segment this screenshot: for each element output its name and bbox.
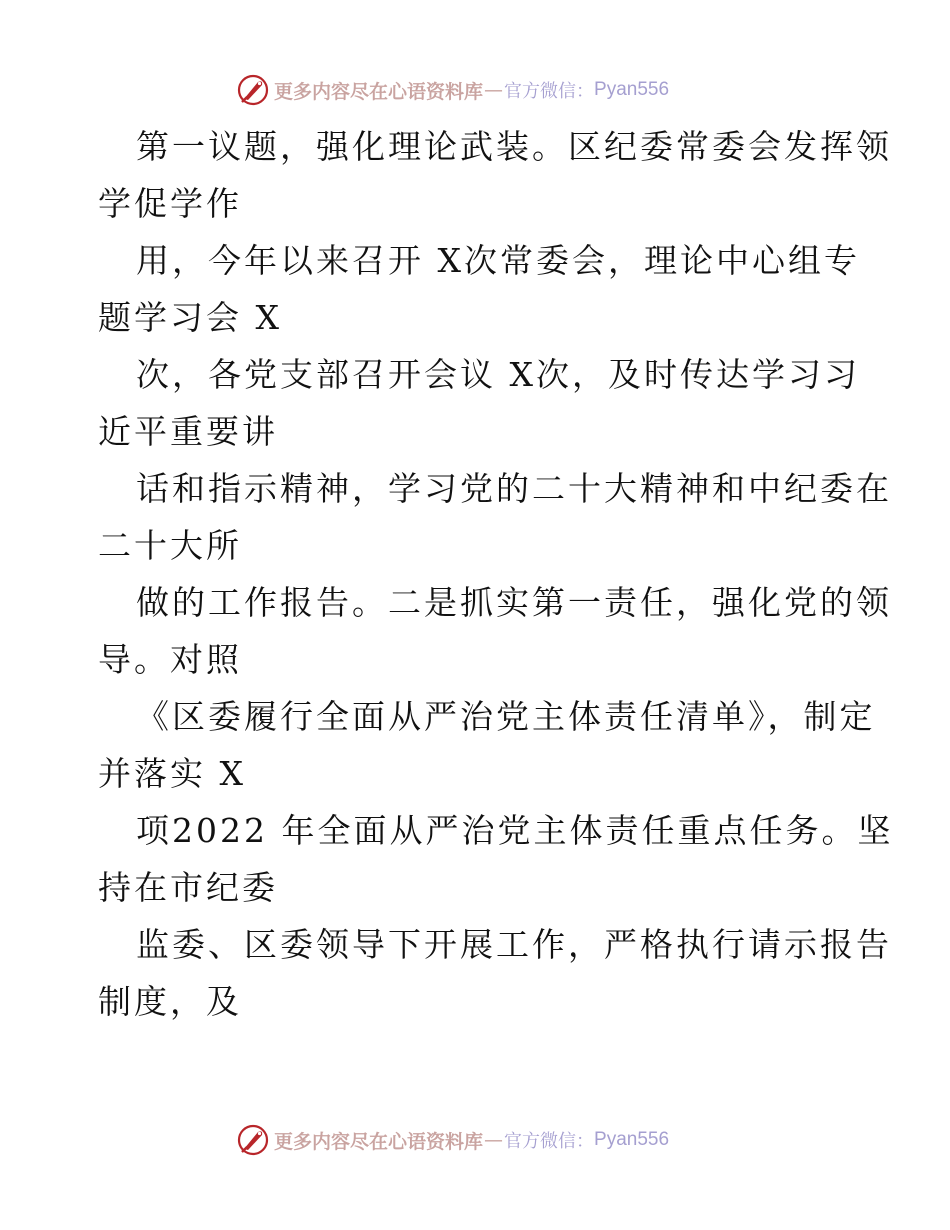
text-line: 监委、区委领导下开展工作，严格执行请示报告 bbox=[136, 925, 892, 964]
text-line: 学促学作 bbox=[98, 184, 242, 223]
text-line: 持在市纪委 bbox=[98, 868, 278, 907]
text-line: 《区委履行全面从严治党主体责任清单》，制定 bbox=[136, 697, 876, 736]
text-line: 并落实 X bbox=[98, 754, 246, 793]
text-line: 制度，及 bbox=[98, 982, 242, 1021]
text-line: 二十大所 bbox=[98, 526, 242, 565]
text-line: 导。对照 bbox=[98, 640, 242, 679]
text-line: 项2022 年全面从严治党主体责任重点任务。坚 bbox=[136, 811, 894, 850]
text-line: 话和指示精神，学习党的二十大精神和中纪委在 bbox=[136, 469, 892, 508]
text-line: 近平重要讲 bbox=[98, 412, 278, 451]
banner-main-text: 更多内容尽在心语资料库 bbox=[274, 80, 484, 103]
text-line: 用，今年以来召开 X次常委会，理论中心组专 bbox=[136, 241, 860, 280]
text-line: 做的工作报告。二是抓实第一责任，强化党的领 bbox=[136, 583, 892, 622]
text-line: 次，各党支部召开会议 X次，及时传达学习习 bbox=[136, 355, 860, 394]
banner-wechat-id: Pyan556 bbox=[594, 1129, 670, 1150]
footer-banner bbox=[236, 1122, 669, 1158]
banner-dash: — bbox=[484, 79, 504, 101]
text-line: 题学习会 X bbox=[98, 298, 282, 337]
banner-wechat-id: Pyan556 bbox=[594, 79, 670, 100]
quill-pen-logo-icon bbox=[236, 1123, 270, 1157]
banner-dash: — bbox=[484, 1129, 504, 1151]
header-banner bbox=[236, 72, 669, 108]
banner-wechat-label: 官方微信： bbox=[504, 81, 595, 102]
banner-main-text: 更多内容尽在心语资料库 bbox=[274, 1130, 484, 1153]
text-line: 第一议题，强化理论武装。区纪委常委会发挥领 bbox=[136, 127, 892, 166]
body-text bbox=[98, 118, 894, 1030]
banner-wechat-label: 官方微信： bbox=[504, 1131, 595, 1152]
quill-pen-logo-icon bbox=[236, 73, 270, 107]
